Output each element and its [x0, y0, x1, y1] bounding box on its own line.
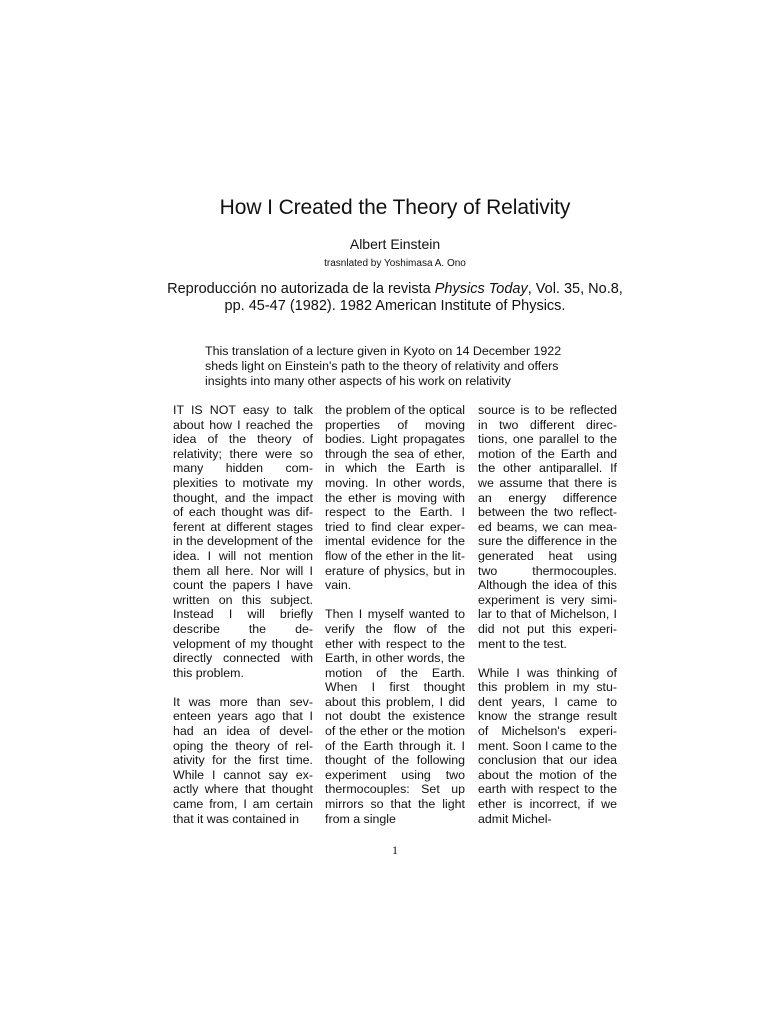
journal-name: Physics Today	[434, 281, 528, 297]
author-name: Albert Einstein	[349, 236, 441, 252]
abstract: This translation of a lecture given in Kyoto on 14 December 1922 sheds light on Einstein's path to the theory of relativity and offers insights into many other aspects of his work on relativity	[205, 344, 562, 388]
source-citation	[160, 281, 630, 315]
paragraph: Then I myself wanted to verify the flow of the ether with respect to the Earth, in other words, the motion of the Earth. When I first thought about this problem, I did not doubt the existence of the ether or the motion of the Earth through it. I thought of the following experiment using two thermocouples: Set up mirrors so that the light from a single	[325, 607, 465, 826]
paragraph: IT IS NOT easy to talk about how I reached the idea of the theory of relativity; there were so many hidden complexities to motivate my thought, and the impact of each thought was different at different stages in the development of the idea. I will not mention them all here. Nor will I count the papers I have written on this subject. Instead I will briefly describe the development of my thought directly connected with this problem.	[173, 403, 313, 680]
source-text-1: Reproducción no autorizada de la revista	[167, 281, 435, 297]
page-number: 1	[392, 843, 398, 857]
text-column-1	[173, 403, 313, 841]
text-column-2	[325, 403, 465, 841]
text-column-3	[478, 403, 617, 841]
translator-line: trasnlated by Yoshimasa A. Ono	[324, 258, 466, 269]
page-title: How I Created the Theory of Relativity	[219, 196, 571, 219]
paragraph: While I was thinking of this problem in my student years, I came to know the strange result of Michelson's experiment. Soon I came to the conclusion that our idea about the motion of the earth with respect to the ether is incorrect, if we admit Michel-	[478, 665, 617, 826]
source-text-2: , Vol. 35, No.8, pp. 45-47 (1982). 1982 American Institute of Physics.	[224, 281, 623, 314]
paragraph: It was more than seventeen years ago that I had an idea of developing the theory of relativity for the first time. While I cannot say exactly where that thought came from, I am certain that it was contained in	[173, 694, 313, 826]
paragraph: the problem of the optical properties of moving bodies. Light propagates through the sea of ether, in which the Earth is moving. In other words, the ether is moving with respect to the Earth. I tried to find clear experimental evidence for the flow of the ether in the literature of physics, but in vain.	[325, 403, 465, 593]
paragraph: source is to be reflected in two different directions, one parallel to the motion of the Earth and the other antiparallel. If we assume that there is an energy difference between the two reflected beams, we can measure the difference in the generated heat using two thermocouples. Although the idea of this experiment is very similar to that of Michelson, I did not put this experiment to the test.	[478, 403, 617, 651]
